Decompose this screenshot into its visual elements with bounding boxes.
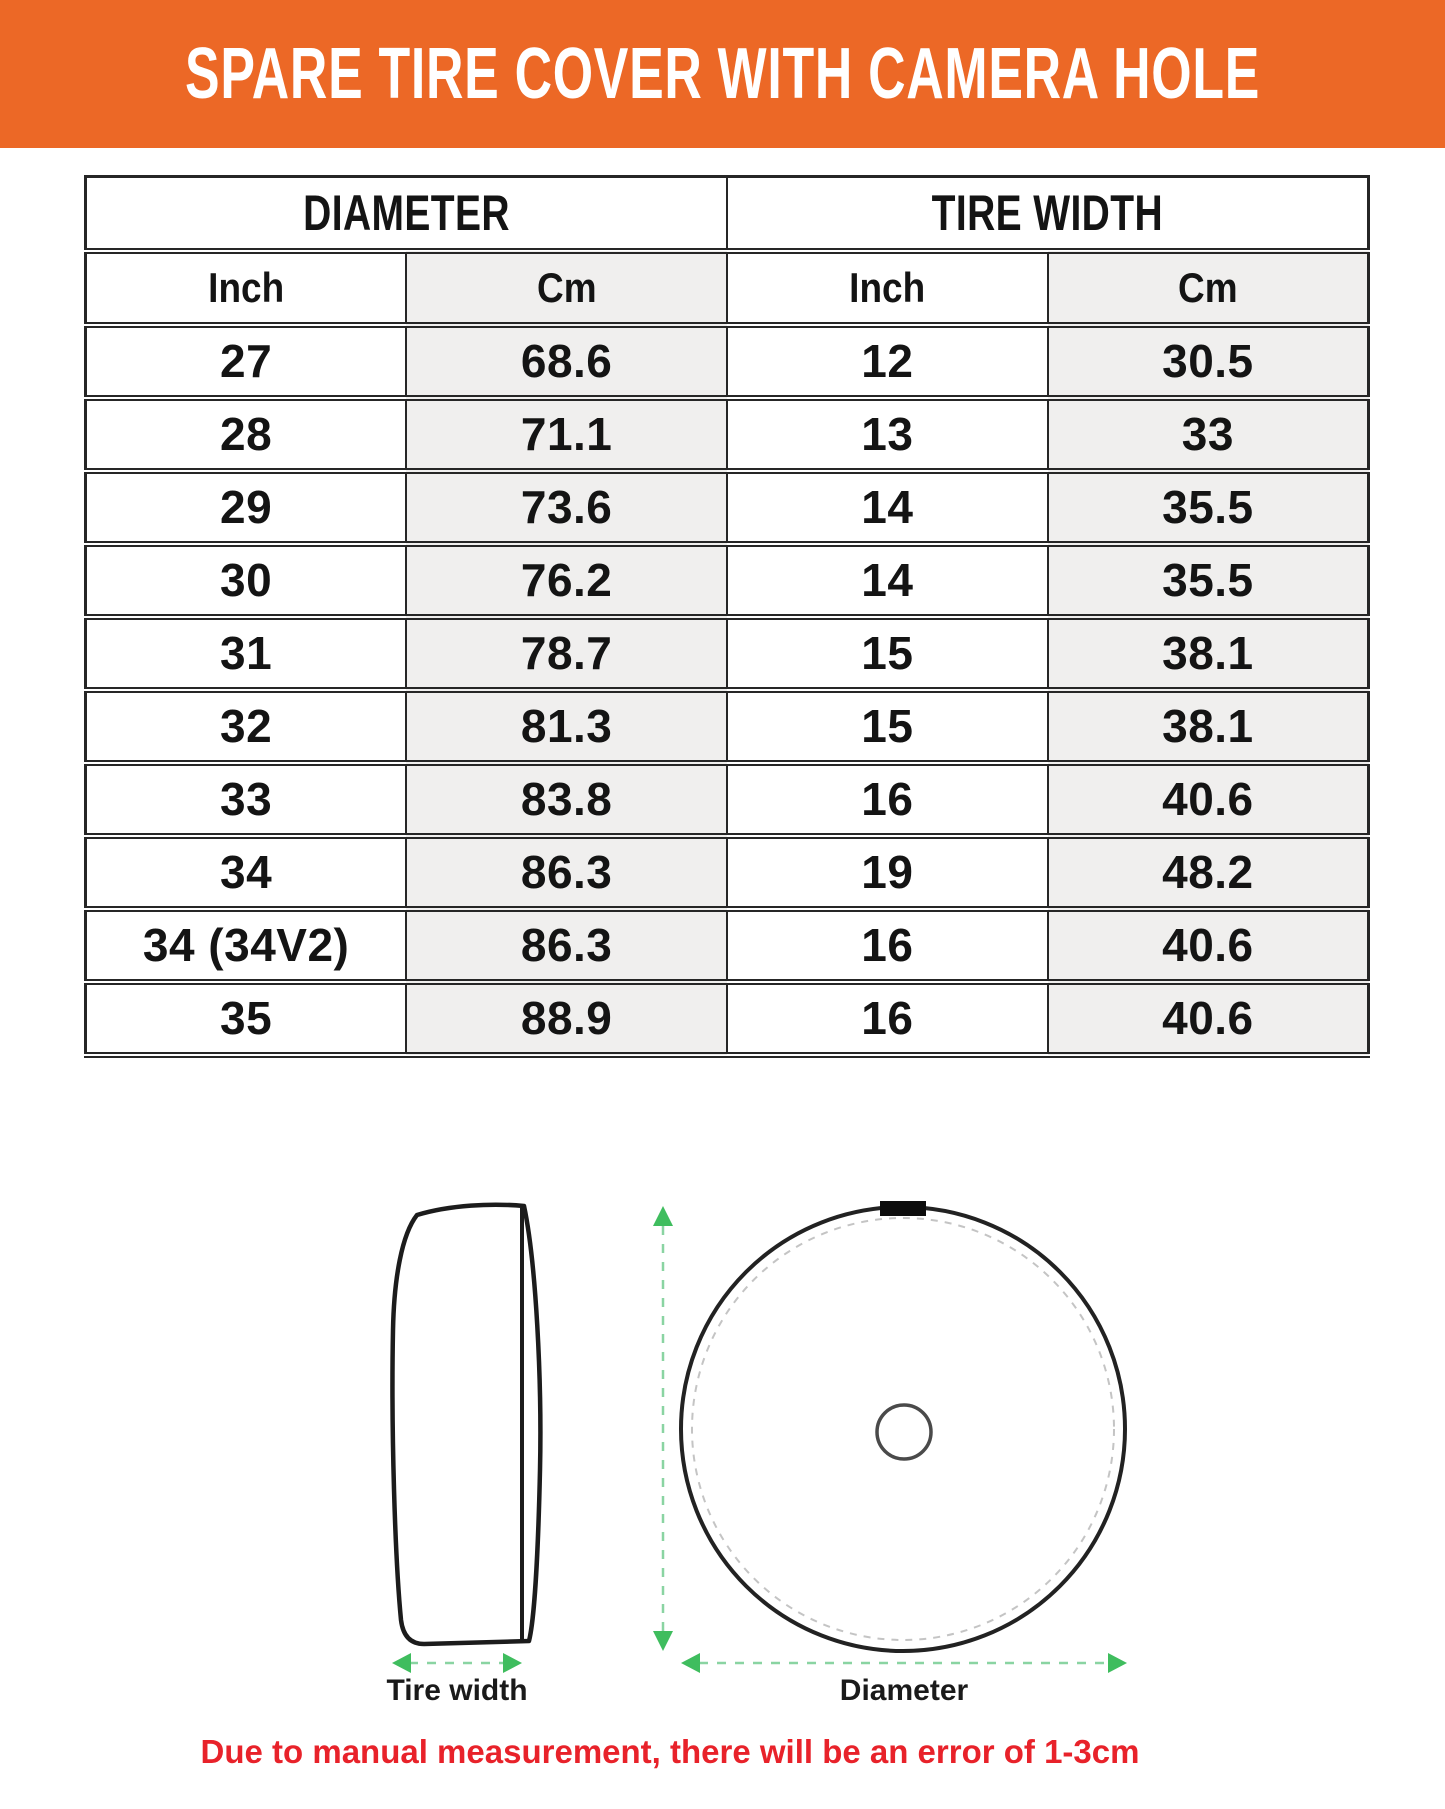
- cell-diameter-inch: 31: [86, 617, 407, 690]
- camera-hole-top-marker: [880, 1201, 926, 1216]
- arrow-up-icon: [653, 1206, 673, 1226]
- tire-side-view-outline: [392, 1205, 540, 1644]
- group-header-tire-width-label: TIRE WIDTH: [931, 184, 1164, 241]
- cell-diameter-cm: 86.3: [406, 909, 727, 982]
- cell-width-cm: 38.1: [1048, 690, 1369, 763]
- cell-diameter-inch: 27: [86, 325, 407, 398]
- cell-width-inch: 16: [727, 982, 1048, 1055]
- cell-width-cm: 40.6: [1048, 909, 1369, 982]
- unit-header-label: Inch: [208, 263, 285, 311]
- arrow-right-icon: [503, 1653, 522, 1673]
- cell-width-cm: 33: [1048, 398, 1369, 471]
- cell-width-inch: 13: [727, 398, 1048, 471]
- cell-width-inch: 16: [727, 909, 1048, 982]
- cell-diameter-inch: 34 (34V2): [86, 909, 407, 982]
- cell-width-cm: 40.6: [1048, 982, 1369, 1055]
- cell-diameter-inch: 32: [86, 690, 407, 763]
- cell-width-cm: 48.2: [1048, 836, 1369, 909]
- arrow-left-icon: [681, 1653, 700, 1673]
- cell-width-inch: 12: [727, 325, 1048, 398]
- cell-diameter-cm: 71.1: [406, 398, 727, 471]
- unit-header-label: Inch: [849, 263, 926, 311]
- cell-diameter-cm: 76.2: [406, 544, 727, 617]
- cell-diameter-inch: 34: [86, 836, 407, 909]
- camera-hole-center: [877, 1405, 931, 1459]
- cell-width-cm: 35.5: [1048, 471, 1369, 544]
- cell-diameter-cm: 78.7: [406, 617, 727, 690]
- cell-width-inch: 19: [727, 836, 1048, 909]
- group-header-diameter-label: DIAMETER: [303, 184, 510, 241]
- cell-width-inch: 14: [727, 544, 1048, 617]
- cell-diameter-cm: 86.3: [406, 836, 727, 909]
- cell-diameter-cm: 83.8: [406, 763, 727, 836]
- cell-width-inch: 14: [727, 471, 1048, 544]
- cell-diameter-cm: 88.9: [406, 982, 727, 1055]
- cell-width-inch: 15: [727, 617, 1048, 690]
- cell-width-inch: 16: [727, 763, 1048, 836]
- cell-diameter-cm: 73.6: [406, 471, 727, 544]
- diameter-label: Diameter: [839, 1674, 969, 1707]
- arrow-left-icon: [392, 1653, 411, 1673]
- arrow-down-icon: [653, 1631, 673, 1651]
- cell-width-cm: 38.1: [1048, 617, 1369, 690]
- page-title: SPARE TIRE COVER WITH CAMERA HOLE: [185, 34, 1261, 114]
- cell-width-cm: 35.5: [1048, 544, 1369, 617]
- cell-diameter-inch: 29: [86, 471, 407, 544]
- cell-diameter-inch: 35: [86, 982, 407, 1055]
- cell-width-cm: 40.6: [1048, 763, 1369, 836]
- tire-width-label: Tire width: [386, 1674, 528, 1707]
- cell-width-cm: 30.5: [1048, 325, 1369, 398]
- unit-header-label: Cm: [536, 263, 597, 311]
- cell-diameter-cm: 68.6: [406, 325, 727, 398]
- cell-diameter-inch: 33: [86, 763, 407, 836]
- cell-diameter-cm: 81.3: [406, 690, 727, 763]
- cell-width-inch: 15: [727, 690, 1048, 763]
- arrow-right-icon: [1108, 1653, 1127, 1673]
- unit-header-label: Cm: [1178, 263, 1238, 311]
- cell-diameter-inch: 30: [86, 544, 407, 617]
- cell-diameter-inch: 28: [86, 398, 407, 471]
- measurement-disclaimer: Due to manual measurement, there will be an error of 1-3cm: [200, 1733, 1140, 1770]
